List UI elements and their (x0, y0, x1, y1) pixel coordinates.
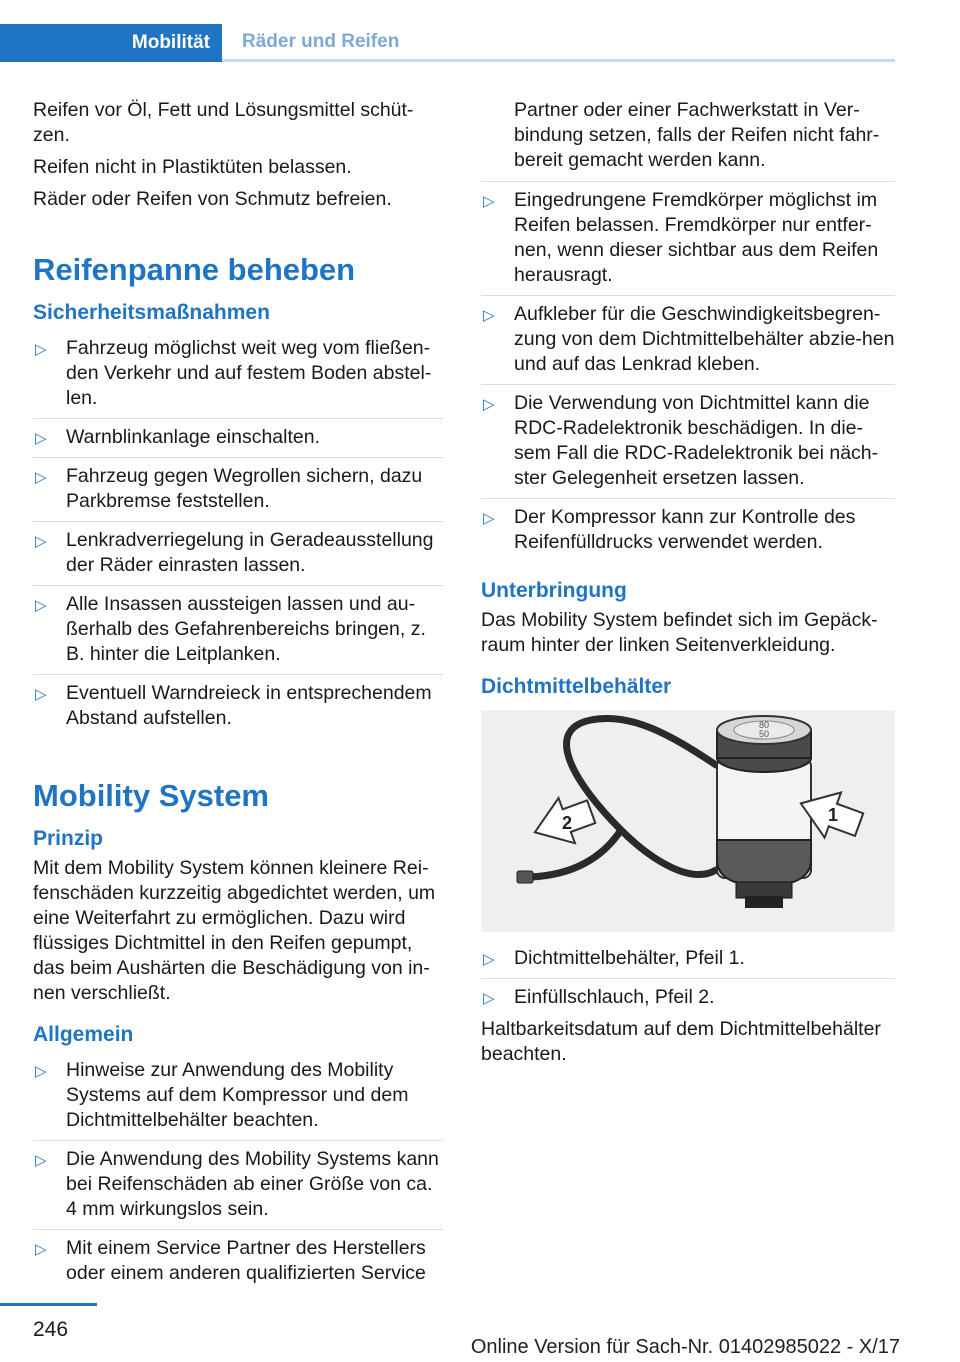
list-item-text: Fahrzeug möglichst weit weg vom fließen‐den Verkehr und auf festem Boden abstel‐len. (66, 337, 432, 409)
list-item (481, 940, 895, 979)
list-item-text: Dichtmittelbehälter, Pfeil 1. (514, 947, 745, 969)
list-item-text: Einfüllschlauch, Pfeil 2. (514, 986, 715, 1008)
triangle-right-icon: ▷ (35, 469, 47, 486)
tab-raeder-und-reifen: Räder und Reifen (222, 24, 895, 62)
list-item-text: Warnblinkanlage einschalten. (66, 426, 321, 448)
arrow-2-icon (527, 789, 600, 855)
list-item-text: Aufkleber für die Geschwindigkeitsbegren‐zung von dem Dichtmittelbehälter abzie‐hen und auf das Lenkrad kleben. (514, 303, 895, 375)
subsection-title-dichtmittel: Dichtmittelbehälter (481, 675, 672, 698)
list-item-text: Der Kompressor kann zur Kontrolle des Reifenfülldrucks verwendet werden. (514, 506, 856, 553)
list-item-text: Fahrzeug gegen Wegrollen sichern, dazu Parkbremse feststellen. (66, 465, 423, 512)
prinzip-paragraph: Mit dem Mobility System können kleinere Rei‐fenschäden kurzzeitig abgedichtet werden, um eine Weiterfahrt zu ermöglichen. Dazu wird flüssiges Dichtmittel in den Reifen gepumpt, das beim Aushärten die Beschädigung von in‐nen verschließt. (33, 857, 436, 1004)
list-item-text: Eventuell Warndreieck in entsprechendem Abstand aufstellen. (66, 682, 432, 729)
list-item (33, 522, 443, 586)
list-item (33, 458, 443, 522)
list-item-text: Die Verwendung von Dichtmittel kann die RDC-Radelektronik beschädigen. In die‐sem Fall die RDC-Radelektronik bei näch‐ster Gelegenheit ersetzen lassen. (514, 392, 879, 489)
footer-online-version: Online Version für Sach-Nr. 01402985022 - X/17 (470, 1336, 900, 1358)
subsection-title-allgemein: Allgemein (33, 1023, 134, 1046)
intro-paragraph: Räder oder Reifen von Schmutz befreien. (33, 188, 392, 210)
triangle-right-icon: ▷ (483, 510, 495, 527)
list-item (33, 330, 443, 419)
triangle-right-icon: ▷ (35, 341, 47, 358)
list-item (33, 419, 443, 458)
triangle-right-icon: ▷ (35, 430, 47, 447)
arrow-2-label: 2 (561, 813, 573, 833)
list-item (481, 499, 895, 562)
list-item (33, 1141, 443, 1230)
closing-paragraph: Haltbarkeitsdatum auf dem Dichtmittelbehälter beachten. (481, 1018, 881, 1065)
list-item-text: Eingedrungene Fremdkörper möglichst im Reifen belassen. Fremdkörper nur entfer‐nen, wenn dieser sichtbar aus dem Reifen herausragt. (514, 189, 879, 286)
intro-paragraph: Reifen nicht in Plastiktüten belassen. (33, 156, 352, 178)
list-item (481, 385, 895, 499)
section-title-mobility-system: Mobility System (33, 778, 269, 813)
triangle-right-icon: ▷ (35, 686, 47, 703)
cap-label-bottom: 50 (758, 729, 770, 739)
header-tabs (0, 24, 895, 62)
triangle-right-icon: ▷ (483, 193, 495, 210)
right-column (481, 98, 895, 1074)
hints-list (481, 181, 895, 562)
triangle-right-icon: ▷ (35, 533, 47, 550)
section-title-reifenpanne: Reifenpanne beheben (33, 252, 356, 287)
safety-list (33, 330, 443, 738)
subsection-title-sicherheit: Sicherheitsmaßnahmen (33, 301, 270, 324)
list-item (33, 675, 443, 738)
triangle-right-icon: ▷ (35, 1241, 47, 1258)
list-item (481, 979, 895, 1017)
list-item-text: Lenkradverriegelung in Geradeausstellung der Räder einrasten lassen. (66, 529, 434, 576)
list-item (33, 1230, 443, 1293)
triangle-right-icon: ▷ (483, 990, 495, 1007)
list-item (33, 1052, 443, 1141)
list-item-text: Mit einem Service Partner des Herstellers oder einem anderen qualifizierten Service (66, 1237, 426, 1284)
triangle-right-icon: ▷ (483, 951, 495, 968)
list-continuation: Partner oder einer Fachwerkstatt in Ver‐bindung setzen, falls der Reifen nicht fahr‐bereit gemacht werden kann. (514, 99, 880, 171)
sealant-container-figure (481, 710, 895, 932)
triangle-right-icon: ▷ (35, 1152, 47, 1169)
intro-paragraph: Reifen vor Öl, Fett und Lösungsmittel schüt‐zen. (33, 99, 414, 146)
triangle-right-icon: ▷ (35, 1063, 47, 1080)
list-item-text: Hinweise zur Anwendung des Mobility Systems auf dem Kompressor und dem Dichtmittelbehälter beachten. (66, 1059, 409, 1131)
list-item (33, 586, 443, 675)
triangle-right-icon: ▷ (483, 396, 495, 413)
tab-mobilitaet: Mobilität (0, 24, 222, 62)
left-column (33, 98, 443, 1293)
triangle-right-icon: ▷ (35, 597, 47, 614)
list-item-text: Die Anwendung des Mobility Systems kann bei Reifenschäden ab einer Größe von ca. 4 mm wirkungslos sein. (66, 1148, 439, 1220)
triangle-right-icon: ▷ (483, 307, 495, 324)
page-number-rule (0, 1303, 97, 1306)
page-number: 246 (33, 1318, 69, 1341)
subsection-title-unterbringung: Unterbringung (481, 579, 627, 602)
cap-label-top: 80 (758, 720, 770, 730)
sealant-container-illustration (481, 710, 895, 932)
list-item (481, 296, 895, 385)
list-item (481, 182, 895, 296)
unterbringung-paragraph: Das Mobility System befindet sich im Gepäck‐raum hinter der linken Seitenverkleidung. (481, 609, 878, 656)
allgemein-list (33, 1052, 443, 1293)
subsection-title-prinzip: Prinzip (33, 827, 104, 850)
arrow-1-label: 1 (827, 805, 839, 825)
list-item-text: Alle Insassen aussteigen lassen und au‐ßerhalb des Gefahrenbereichs bringen, z. B. hinter die Leitplanken. (66, 593, 426, 665)
figure-legend-list (481, 940, 895, 1017)
